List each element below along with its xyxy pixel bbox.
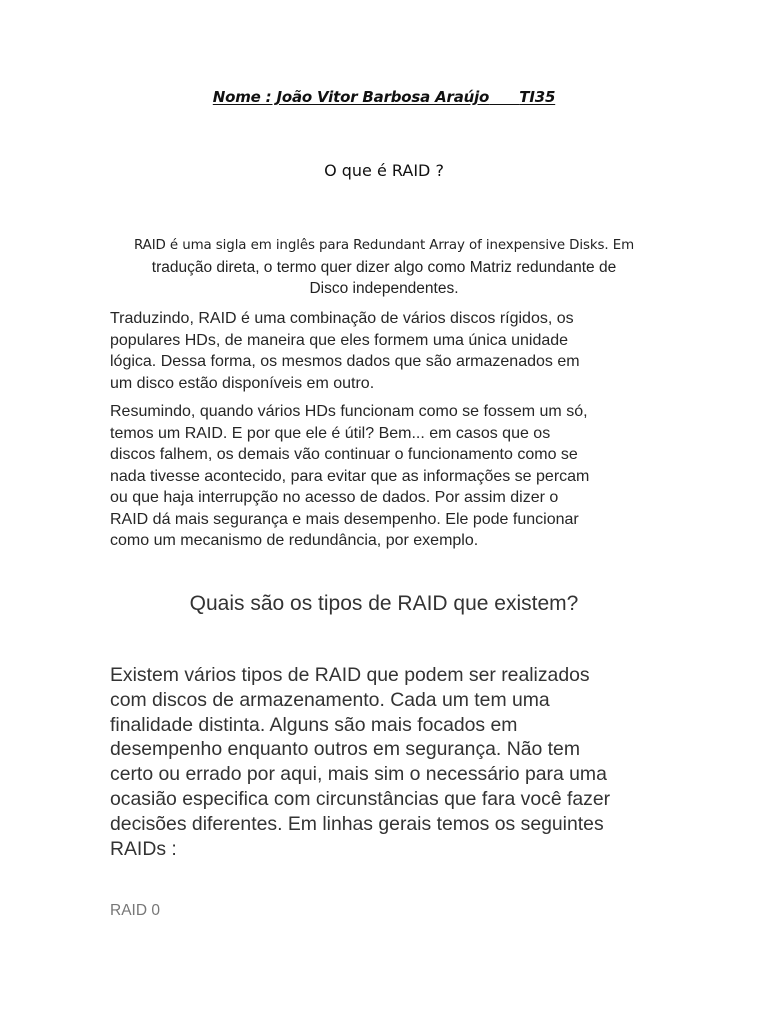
section-title-raid-types: Quais são os tipos de RAID que existem? bbox=[189, 592, 579, 615]
paragraph-line: RAID dá mais segurança e mais desempenho. Ele pode funcionar bbox=[110, 510, 579, 528]
paragraph-line: populares HDs, de maneira que eles formem uma única unidade bbox=[110, 331, 569, 349]
paragraph-line: finalidade distinta. Alguns são mais focados em bbox=[110, 713, 518, 736]
paragraph-line: RAIDs : bbox=[110, 837, 177, 860]
paragraph-traduzindo bbox=[110, 308, 670, 394]
paragraph-line: decisões diferentes. Em linhas gerais temos os seguintes bbox=[110, 812, 604, 835]
paragraph-line: um disco estão disponíveis em outro. bbox=[110, 374, 375, 392]
author-header bbox=[0, 88, 768, 106]
section-title-what-is-raid: O que é RAID ? bbox=[324, 161, 444, 180]
class-code: TI35 bbox=[519, 88, 556, 106]
header-gap bbox=[489, 88, 519, 106]
intro-paragraph bbox=[100, 235, 668, 300]
paragraph-line: certo ou errado por aqui, mais sim o necessário para uma bbox=[110, 763, 607, 786]
paragraph-existem bbox=[110, 663, 670, 861]
paragraph-line: nada tivesse acontecido, para evitar que as informações se percam bbox=[110, 467, 590, 485]
intro-line: RAID é uma sigla em inglês para Redundant Array of inexpensive Disks. Em bbox=[133, 238, 635, 253]
intro-line: Disco independentes. bbox=[309, 280, 459, 297]
author-name: Nome : João Vitor Barbosa Araújo bbox=[212, 88, 490, 106]
paragraph-line: discos falhem, os demais vão continuar o funcionamento como se bbox=[110, 446, 578, 463]
paragraph-line: Resumindo, quando vários HDs funcionam como se fossem um só, bbox=[110, 403, 588, 420]
paragraph-line: com discos de armazenamento. Cada um tem uma bbox=[110, 688, 550, 711]
intro-line: tradução direta, o termo quer dizer algo como Matriz redundante de bbox=[151, 258, 617, 276]
paragraph-resumindo bbox=[110, 401, 670, 552]
paragraph-line: temos um RAID. E por que ele é útil? Bem... em casos que os bbox=[110, 424, 551, 442]
paragraph-line: como um mecanismo de redundância, por exemplo. bbox=[110, 532, 479, 549]
subheading-raid-0: RAID 0 bbox=[110, 902, 160, 919]
paragraph-line: desempenho enquanto outros em segurança. Não tem bbox=[110, 738, 580, 761]
paragraph-line: Existem vários tipos de RAID que podem ser realizados bbox=[110, 664, 590, 686]
paragraph-line: ocasião especifica com circunstâncias que fara você fazer bbox=[110, 787, 611, 810]
paragraph-line: lógica. Dessa forma, os mesmos dados que são armazenados em bbox=[110, 353, 580, 370]
paragraph-line: Traduzindo, RAID é uma combinação de vários discos rígidos, os bbox=[110, 310, 574, 327]
paragraph-line: ou que haja interrupção no acesso de dados. Por assim dizer o bbox=[110, 489, 559, 506]
